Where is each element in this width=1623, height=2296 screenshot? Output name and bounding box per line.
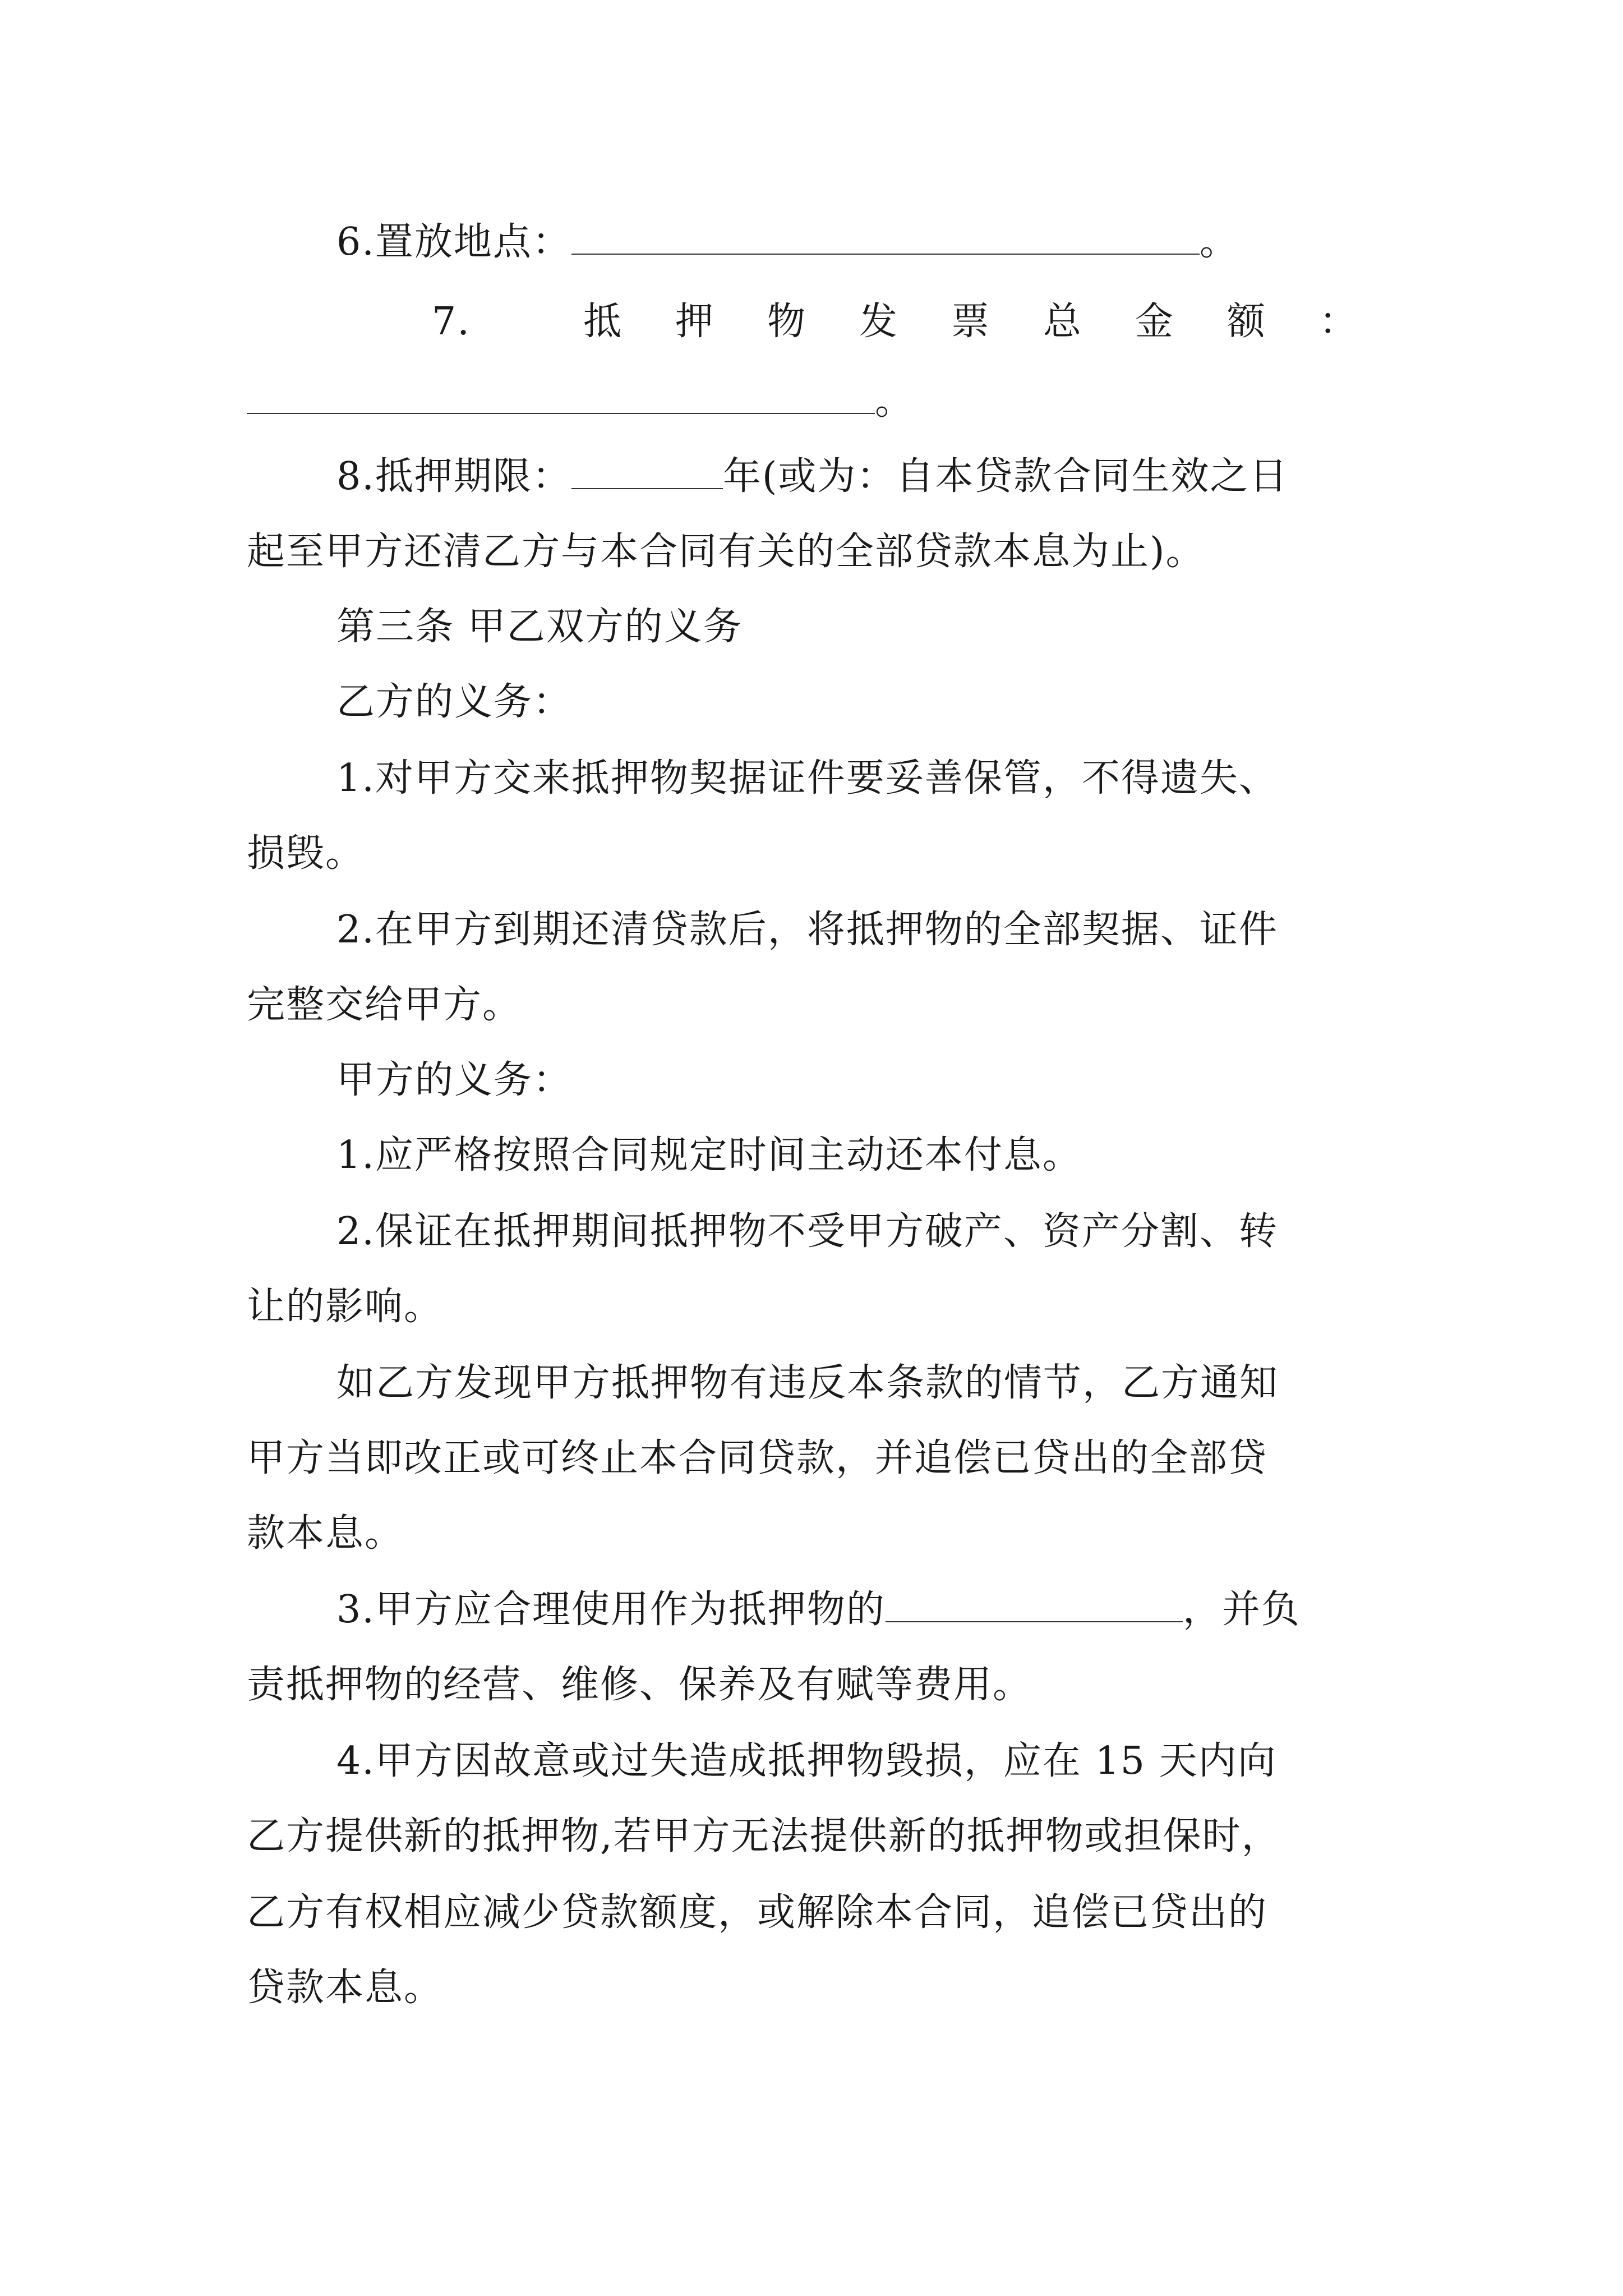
party-a-item-3-continued: 责抵押物的经营、维修、保养及有赋等费用。 xyxy=(247,1663,1032,1707)
clause-7-char: 金 xyxy=(1135,300,1173,344)
clause-7-number: 7. xyxy=(432,300,471,344)
party-a-item-1: 1.应严格按照合同规定时间主动还本付息。 xyxy=(336,1133,1082,1177)
clause-8-continued: 起至甲方还清乙方与本合同有关的全部贷款本息为止)。 xyxy=(247,530,1205,574)
party-a-item-4-line-4: 贷款本息。 xyxy=(247,1966,444,2010)
party-a-item-4-line-2: 乙方提供新的抵押物,若甲方无法提供新的抵押物或担保时， xyxy=(247,1814,1281,1858)
party-b-obligations-heading: 乙方的义务： xyxy=(336,680,573,724)
clause-7-char: ： xyxy=(1318,300,1357,344)
breach-paragraph: 如乙方发现甲方抵押物有违反本条款的情节，乙方通知 xyxy=(336,1361,1279,1405)
clause-6-end: 。 xyxy=(1199,220,1239,264)
party-b-item-1: 1.对甲方交来抵押物契据证件要妥善保管，不得遗失、 xyxy=(336,756,1278,800)
invoice-amount-blank xyxy=(247,380,875,414)
invoice-amount-line xyxy=(247,375,914,429)
party-a-item-2-continued: 让的影响。 xyxy=(247,1285,444,1329)
party-a-item-4: 4.甲方因故意或过失造成抵押物毁损，应在 15 天内向 xyxy=(336,1739,1277,1783)
clause-7-char: 物 xyxy=(767,300,805,344)
party-a-item-3 xyxy=(336,1583,1301,1637)
clause-7-char: 抵 xyxy=(583,300,622,344)
collateral-usage-blank xyxy=(886,1589,1183,1622)
clause-8-rest: 年(或为：自本贷款合同生效之日 xyxy=(722,454,1289,499)
party-b-item-2: 2.在甲方到期还清贷款后，将抵押物的全部契据、证件 xyxy=(336,908,1278,952)
term-years-blank xyxy=(571,455,723,489)
clause-7-char: 票 xyxy=(951,300,989,344)
clause-8-term xyxy=(336,450,1288,504)
clause-7-char: 总 xyxy=(1043,300,1081,344)
party-b-item-2-continued: 完整交给甲方。 xyxy=(247,983,522,1027)
breach-paragraph-line-2: 甲方当即改正或可终止本合同贷款，并追偿已贷出的全部贷 xyxy=(247,1436,1268,1480)
clause-8-label: 8.抵押期限： xyxy=(336,454,571,499)
clause-7-invoice-total-amount xyxy=(583,295,1357,349)
party-a-item-4-line-3: 乙方有权相应减少贷款额度，或解除本合同，追偿已贷出的 xyxy=(247,1890,1268,1935)
clause-6-placement-location xyxy=(336,215,1239,269)
clause-6-label: 6.置放地点： xyxy=(336,220,571,264)
clause-7-char: 额 xyxy=(1227,300,1265,344)
clause-7-char: 发 xyxy=(859,300,897,344)
placement-location-blank xyxy=(571,221,1200,255)
article-3-heading: 第三条 甲乙双方的义务 xyxy=(336,605,743,649)
party-a-item-3-rest: ，并负 xyxy=(1182,1588,1301,1632)
clause-7-char: 押 xyxy=(675,300,713,344)
party-b-item-1-continued: 损毁。 xyxy=(247,831,365,876)
party-a-obligations-heading: 甲方的义务： xyxy=(336,1058,573,1102)
breach-paragraph-line-3: 款本息。 xyxy=(247,1511,404,1556)
invoice-amount-end: 。 xyxy=(875,379,915,424)
party-a-item-2: 2.保证在抵押期间抵押物不受甲方破产、资产分割、转 xyxy=(336,1209,1278,1254)
party-a-item-3-text: 3.甲方应合理使用作为抵押物的 xyxy=(336,1588,886,1632)
